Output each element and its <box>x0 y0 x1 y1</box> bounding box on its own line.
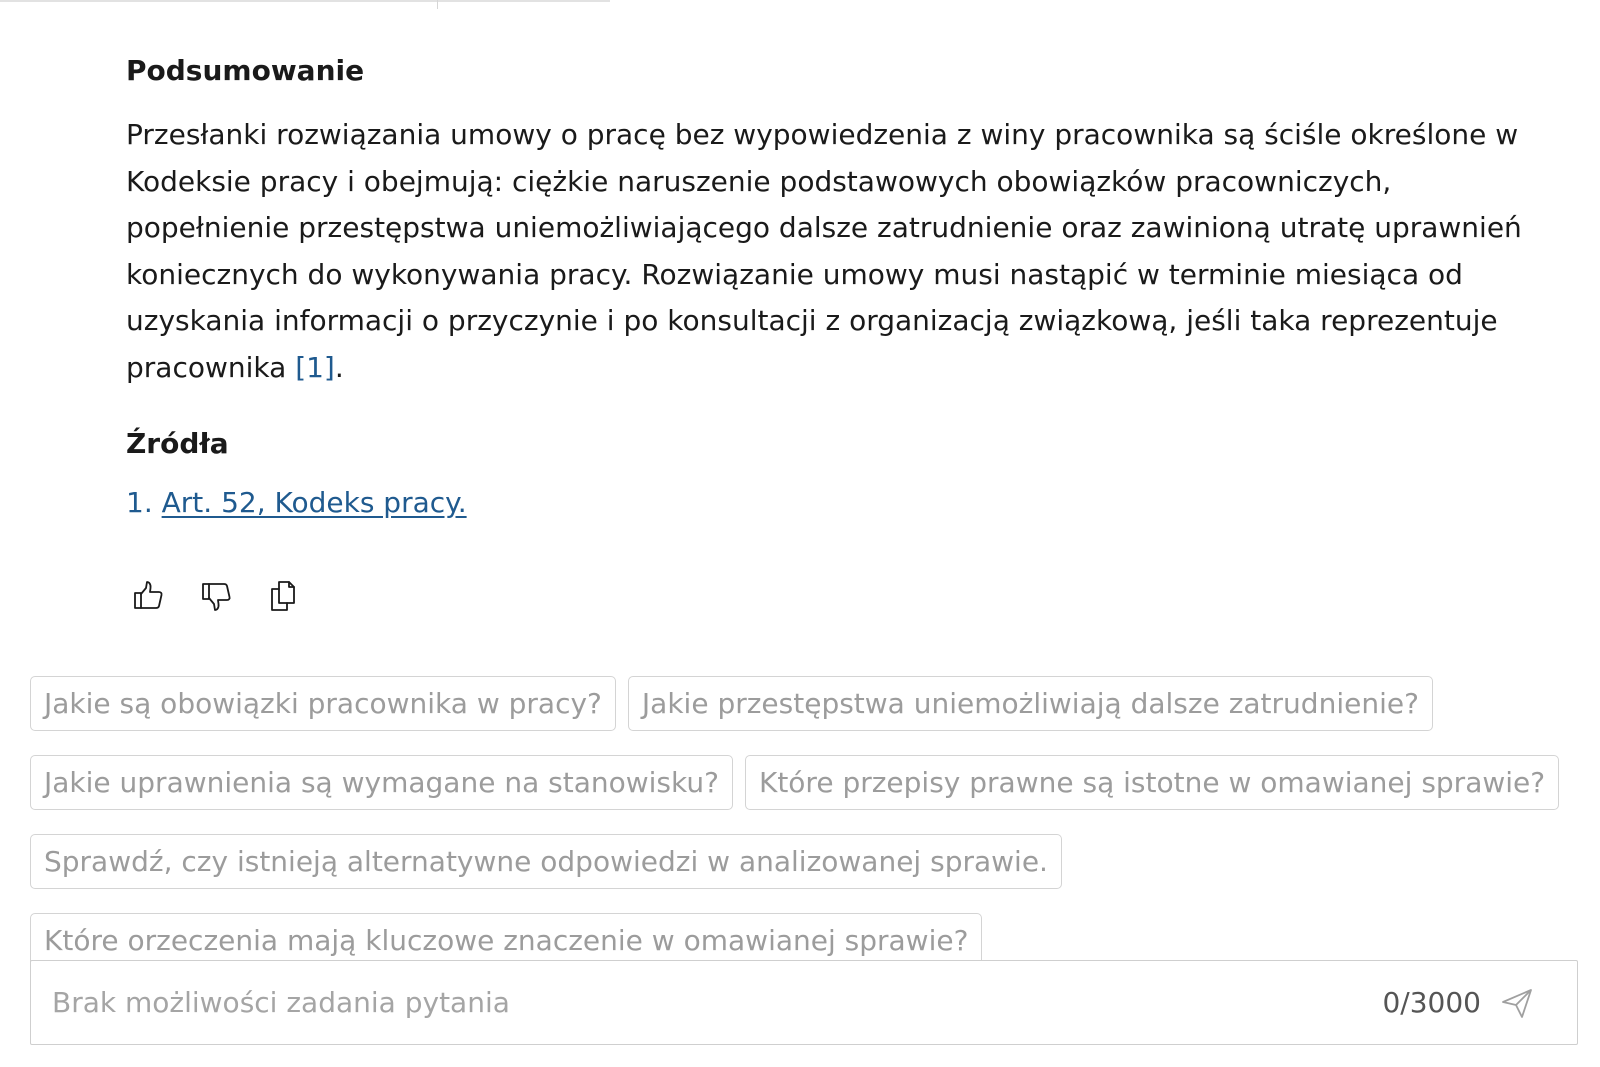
summary-text: Przesłanki rozwiązania umowy o pracę bez wypowiedzenia z winy pracownika są ściśle określone w Kodeksie pracy i obejmują: ciężkie naruszenie podstawowych obowiązków pracowniczych, popełnienie przestępstwa uniemożliwiającego dalsze zatrudnienie oraz zawinioną utratę uprawnień koniecznych do wykonywania pracy. Rozwiązanie umowy musi nastąpić w terminie miesiąca od uzyskania informacji o przyczynie i po konsultacji z organizacją związkową, jeśli taka reprezentuje pracownika <box>126 118 1522 384</box>
character-counter: 0/3000 <box>1382 986 1481 1019</box>
summary-paragraph <box>126 112 1546 391</box>
suggestion-chip[interactable]: Jakie uprawnienia są wymagane na stanowisku? <box>30 755 733 810</box>
top-tab-underline <box>0 0 610 2</box>
source-link[interactable]: Art. 52, Kodeks pracy. <box>161 486 467 519</box>
sources-list <box>126 483 1546 523</box>
copy-button[interactable] <box>266 578 302 614</box>
thumbs-down-button[interactable] <box>198 578 234 614</box>
suggestion-chip[interactable]: Sprawdź, czy istnieją alternatywne odpowiedzi w analizowanej sprawie. <box>30 834 1062 889</box>
copy-icon <box>267 579 301 613</box>
suggestion-chip[interactable]: Jakie są obowiązki pracownika w pracy? <box>30 676 616 731</box>
question-input[interactable] <box>31 961 1382 1044</box>
thumbs-down-icon <box>199 579 233 613</box>
suggestion-chip[interactable]: Jakie przestępstwa uniemożliwiają dalsze zatrudnienie? <box>628 676 1433 731</box>
suggested-questions <box>30 676 1575 968</box>
question-input-box <box>30 960 1578 1045</box>
citation-link-1[interactable]: [1] <box>295 350 335 384</box>
thumbs-up-icon <box>131 579 165 613</box>
suggestion-chip[interactable]: Które przepisy prawne są istotne w omawianej sprawie? <box>745 755 1559 810</box>
source-number: 1. <box>126 486 153 519</box>
summary-heading: Podsumowanie <box>126 54 365 87</box>
top-tab-divider <box>437 0 438 9</box>
thumbs-up-button[interactable] <box>130 578 166 614</box>
send-icon <box>1500 986 1534 1020</box>
send-button[interactable] <box>1497 983 1537 1023</box>
assistant-answer <box>126 52 1546 523</box>
source-item <box>126 483 1546 523</box>
suggestion-chip[interactable]: Które orzeczenia mają kluczowe znaczenie w omawianej sprawie? <box>30 913 982 968</box>
answer-actions <box>130 578 302 614</box>
summary-end: . <box>334 350 344 384</box>
sources-heading: Źródła <box>126 427 229 460</box>
